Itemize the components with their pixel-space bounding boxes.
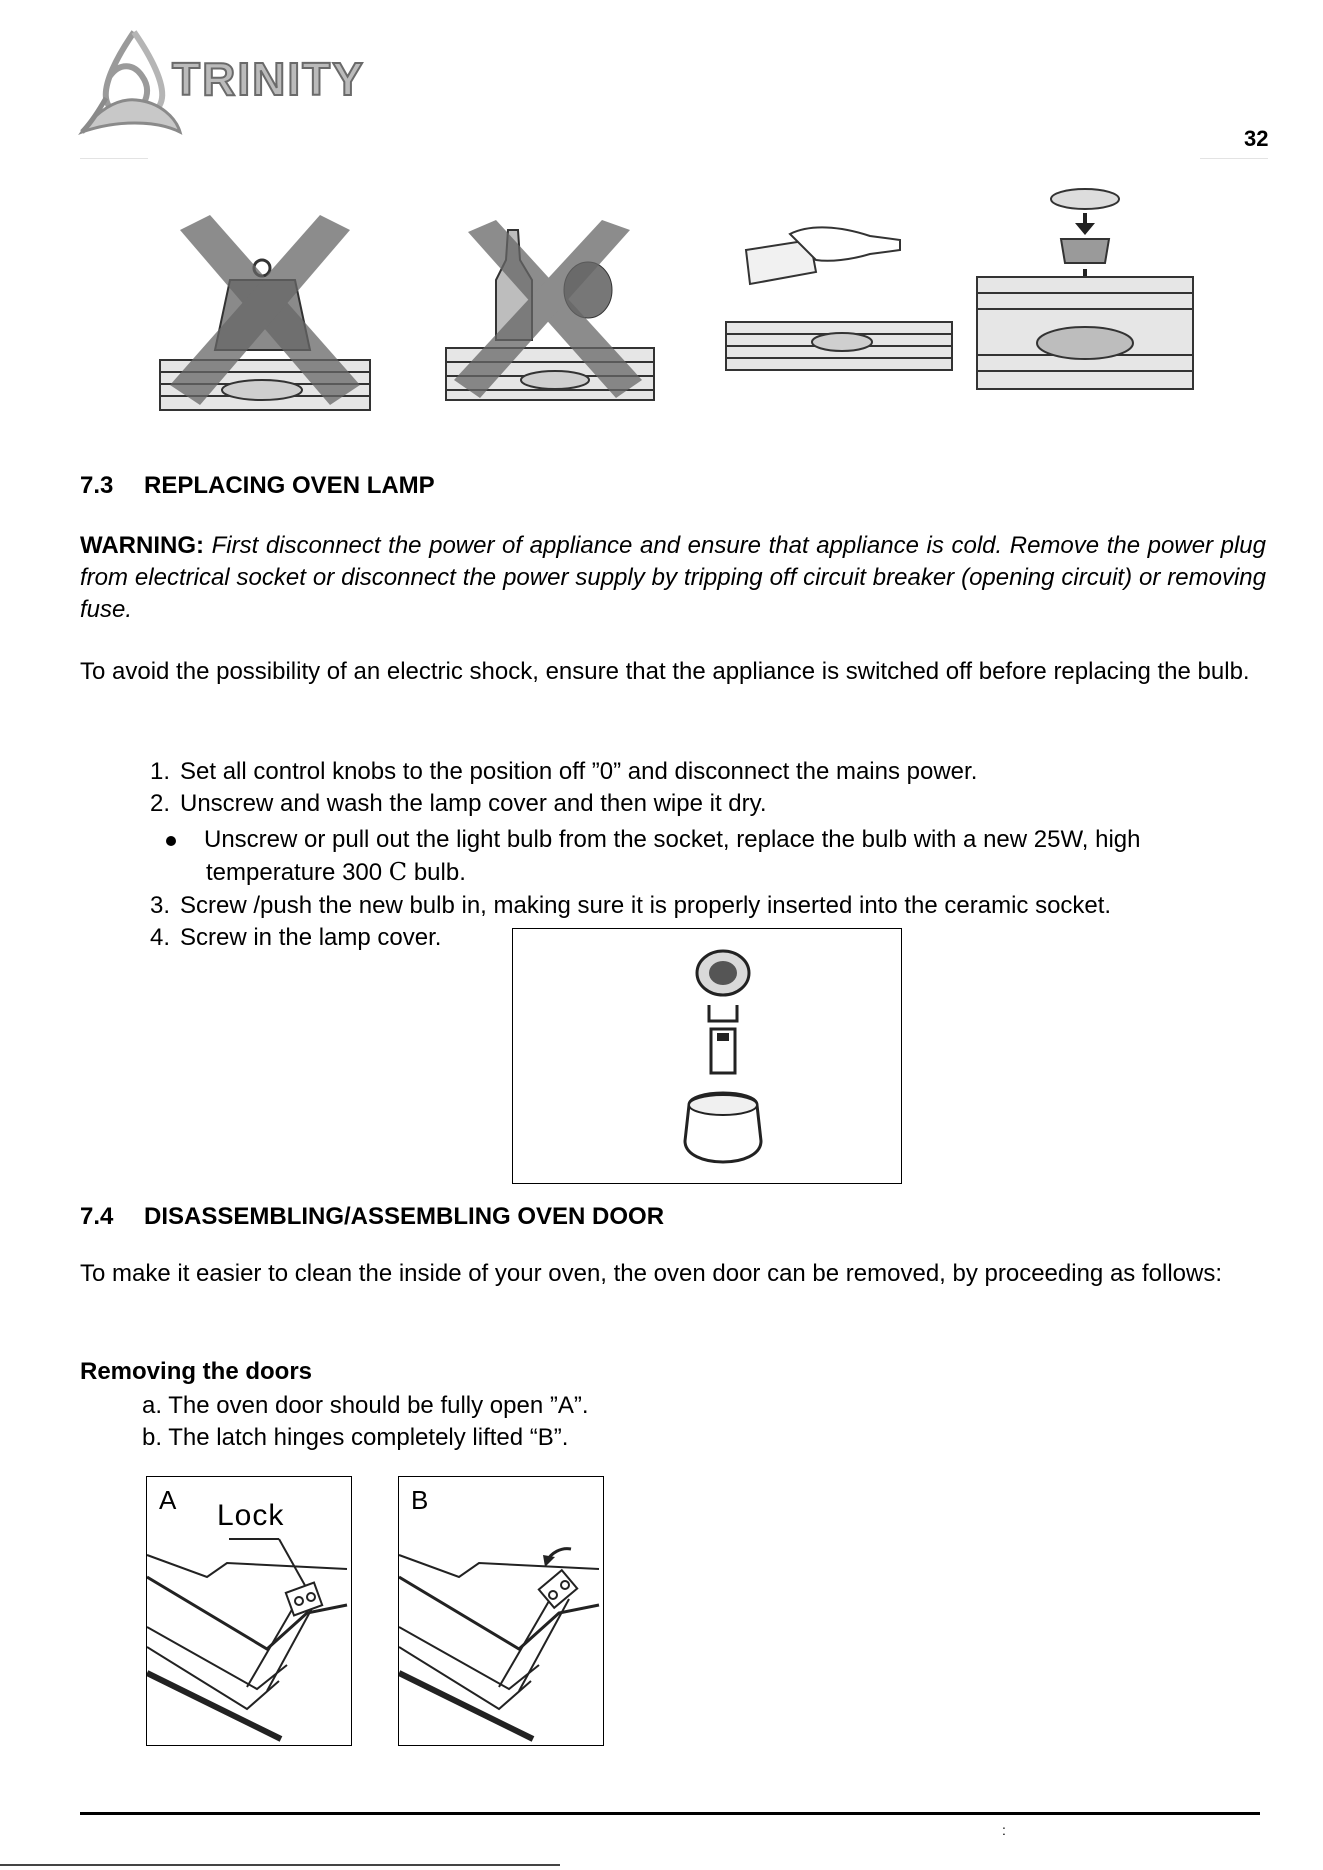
header-rule-right	[1200, 158, 1268, 159]
list-item: 4. Screw in the lamp cover.	[149, 924, 442, 951]
oven-lamp-parts-icon	[513, 929, 901, 1183]
page-number: 32	[1244, 126, 1269, 151]
footer-mark: :	[1002, 1822, 1006, 1838]
footer-rule	[80, 1812, 1260, 1815]
burner-crown	[1061, 239, 1109, 263]
lock-label: Lock	[217, 1499, 285, 1532]
degree-unit: C	[388, 858, 408, 886]
removing-step-a: a. The oven door should be fully open ”A”.	[142, 1392, 589, 1419]
door-hinge-lifted-icon	[399, 1477, 603, 1745]
warning-label: WARNING:	[80, 532, 204, 559]
section-title: DISASSEMBLING/ASSEMBLING OVEN DOOR	[144, 1203, 665, 1230]
shock-intro-paragraph: To avoid the possibility of an electric shock, ensure that the appliance is switched off before replacing the bulb.	[80, 658, 1250, 685]
section-number: 7.4	[80, 1203, 114, 1230]
burner-cap	[1051, 189, 1119, 209]
bullet-item: Unscrew or pull out the light bulb from the socket, replace the bulb with a new 25W, high	[166, 824, 1266, 856]
warning-paragraph	[80, 530, 1266, 626]
bullet-dot	[166, 836, 176, 846]
bullet-item-continued: temperature 300 C bulb.	[206, 858, 466, 886]
section-7-4-heading	[80, 1203, 664, 1231]
bottom-edge-line	[0, 1864, 560, 1866]
trinity-knot-icon	[76, 28, 186, 138]
brand-name: TRINITY	[172, 53, 365, 105]
figure-door-b	[398, 1476, 604, 1746]
figure-door-a	[146, 1476, 352, 1746]
list-item: 2. Unscrew and wash the lamp cover and then wipe it dry.	[149, 790, 767, 817]
brand-logo	[76, 28, 396, 138]
figure-burner-cap-assembly	[975, 185, 1195, 405]
figure-letter-b: B	[411, 1485, 429, 1515]
door-hinge-locked-icon	[147, 1477, 351, 1745]
warning-text: First disconnect the power of appliance and ensure that appliance is cold. Remove the power plug from electrical socket or disconnect the power supply by tripping off circuit breaker (opening circuit) or removing fuse.	[80, 532, 1266, 623]
door-intro-paragraph: To make it easier to clean the inside of your oven, the oven door can be removed, by proceeding as follows:	[80, 1260, 1222, 1287]
list-item: 3. Screw /push the new bulb in, making sure it is properly inserted into the ceramic socket.	[149, 892, 1112, 919]
figure-oven-lamp	[512, 928, 902, 1184]
removing-doors-heading: Removing the doors	[80, 1358, 313, 1385]
removing-step-b: b. The latch hinges completely lifted “B”.	[142, 1424, 569, 1451]
figure-letter-a: A	[159, 1485, 177, 1515]
section-7-3-heading	[80, 472, 435, 500]
figure-no-utensils-on-burner	[440, 220, 660, 415]
header-rule-left	[80, 158, 148, 159]
figure-cleaning-burners-sponge	[720, 210, 960, 390]
section-title: REPLACING OVEN LAMP	[144, 472, 435, 499]
list-item: 1. Set all control knobs to the position off ”0” and disconnect the mains power.	[149, 758, 978, 785]
figure-no-lid-on-burner	[150, 210, 380, 425]
section-number: 7.3	[80, 472, 114, 499]
